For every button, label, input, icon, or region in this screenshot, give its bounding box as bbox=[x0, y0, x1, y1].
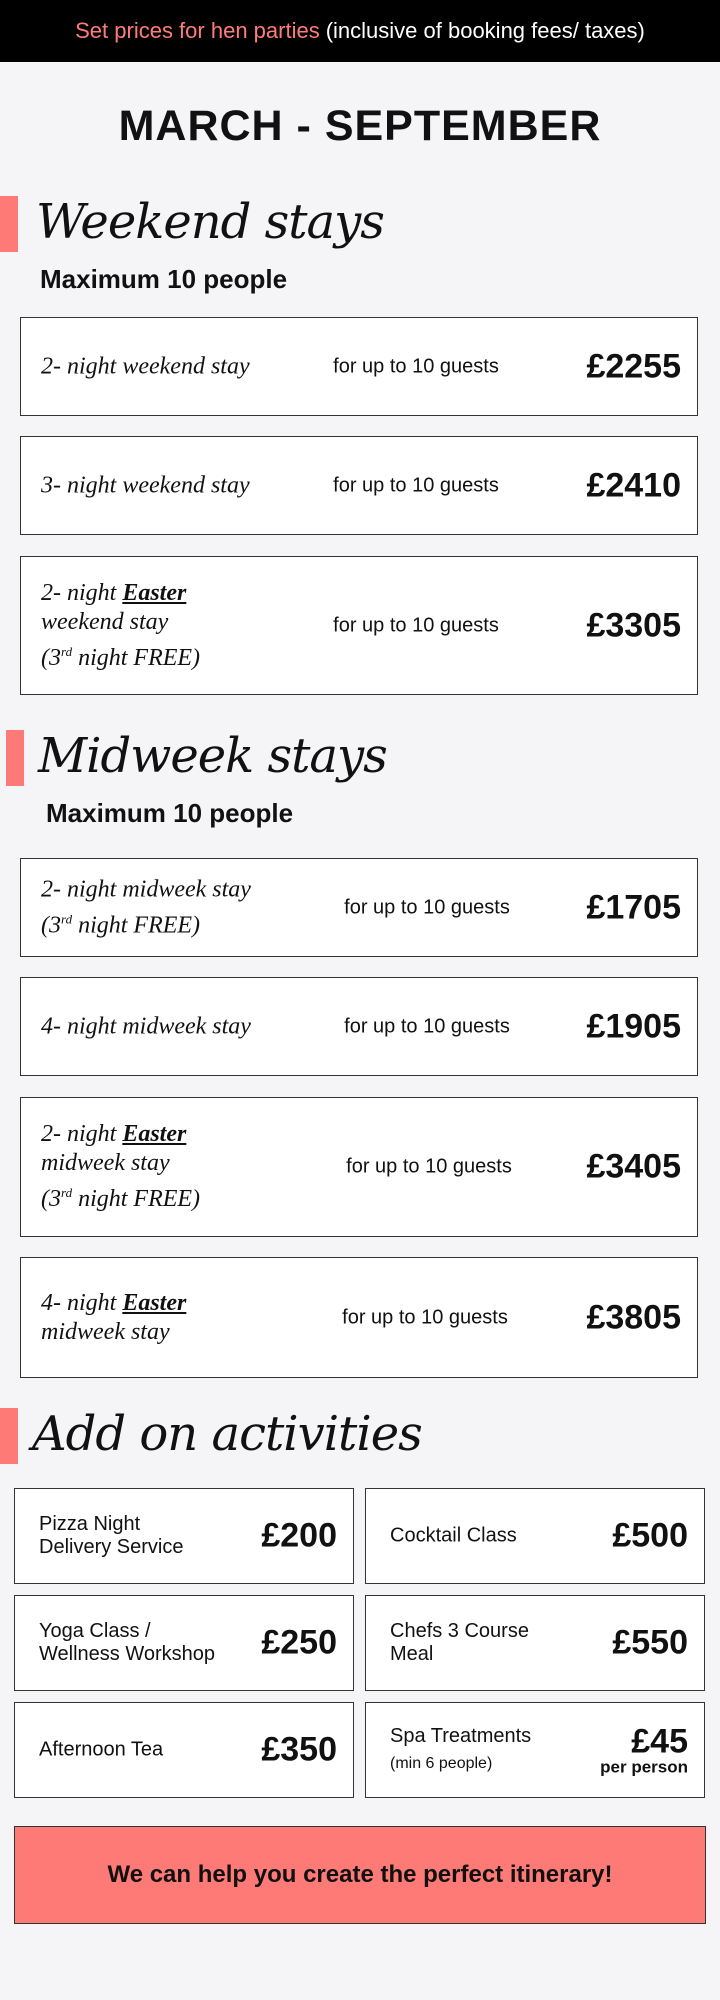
stay-price: £1905 bbox=[586, 1007, 681, 1045]
stay-name bbox=[41, 1120, 301, 1214]
stay-name-prefix: 4- night bbox=[41, 1289, 117, 1316]
per-person-label: per person bbox=[600, 1757, 688, 1777]
addon-name: Yoga Class / Wellness Workshop bbox=[39, 1620, 215, 1665]
stay-price: £1705 bbox=[586, 888, 681, 926]
stay-name-prefix: 2- night bbox=[41, 579, 117, 606]
stay-guests: for up to 10 guests bbox=[333, 614, 499, 636]
addon-price: £500 bbox=[612, 1516, 688, 1555]
addon-price: £550 bbox=[612, 1623, 688, 1662]
stay-guests: for up to 10 guests bbox=[333, 355, 499, 377]
midweek-stay-card[interactable] bbox=[20, 858, 698, 957]
header-accent-text: Set prices for hen parties bbox=[75, 18, 320, 43]
addon-card[interactable] bbox=[14, 1702, 354, 1798]
season-heading: MARCH - SEPTEMBER bbox=[118, 102, 602, 150]
itinerary-cta-button[interactable]: We can help you create the perfect itinerary! bbox=[14, 1826, 706, 1924]
addon-price: £350 bbox=[261, 1730, 337, 1769]
stay-name-line2: midweek stay bbox=[41, 1150, 170, 1176]
addon-card[interactable] bbox=[14, 1488, 354, 1584]
section-accent-bar bbox=[0, 196, 18, 252]
easter-label: Easter bbox=[122, 579, 187, 606]
midweek-stay-card[interactable] bbox=[20, 977, 698, 1076]
addon-name: Cocktail Class bbox=[390, 1524, 517, 1547]
addon-price: £45 per person bbox=[600, 1722, 688, 1777]
stay-price: £2410 bbox=[586, 466, 681, 504]
stay-price: £2255 bbox=[586, 347, 681, 385]
addon-price: £200 bbox=[261, 1516, 337, 1555]
midweek-title: Midweek stays bbox=[38, 728, 387, 784]
header-bar bbox=[0, 0, 720, 62]
easter-label: Easter bbox=[122, 1289, 187, 1316]
free-night-note: (3rd night FREE) bbox=[41, 1185, 201, 1212]
stay-price: £3805 bbox=[586, 1298, 681, 1336]
stay-name-line2: weekend stay bbox=[41, 608, 169, 635]
section-accent-bar bbox=[0, 1408, 18, 1464]
stay-name: 2- night midweek stay (3rd night FREE) bbox=[41, 876, 251, 938]
addon-name: Pizza Night Delivery Service bbox=[39, 1513, 184, 1558]
weekend-title: Weekend stays bbox=[36, 194, 384, 250]
weekend-stay-card[interactable] bbox=[20, 556, 698, 695]
addon-card[interactable] bbox=[365, 1488, 705, 1584]
stay-guests: for up to 10 guests bbox=[342, 1306, 508, 1328]
stay-price: £3405 bbox=[586, 1147, 681, 1186]
section-accent-bar bbox=[6, 730, 24, 786]
header-rest-text: (inclusive of booking fees/ taxes) bbox=[325, 18, 645, 43]
addon-name: Afternoon Tea bbox=[39, 1738, 164, 1761]
free-night-note: (3rd night FREE) bbox=[41, 911, 201, 938]
addon-price: £250 bbox=[261, 1623, 337, 1662]
stay-name bbox=[41, 1289, 301, 1347]
addon-name: Chefs 3 Course Meal bbox=[390, 1620, 529, 1665]
stay-guests: for up to 10 guests bbox=[333, 474, 499, 496]
midweek-subtitle: Maximum 10 people bbox=[46, 798, 294, 828]
midweek-stay-card[interactable] bbox=[20, 1097, 698, 1237]
stay-guests: for up to 10 guests bbox=[346, 1155, 512, 1178]
stay-name bbox=[41, 579, 301, 673]
stay-name-prefix: 2- night bbox=[41, 1121, 117, 1147]
easter-label: Easter bbox=[122, 1121, 187, 1147]
addons-title: Add on activities bbox=[32, 1406, 422, 1462]
addon-note: (min 6 people) bbox=[390, 1755, 493, 1772]
midweek-stay-card[interactable] bbox=[20, 1257, 698, 1378]
weekend-stay-card[interactable] bbox=[20, 436, 698, 535]
stay-name: 2- night weekend stay bbox=[41, 353, 250, 379]
addon-card[interactable] bbox=[365, 1595, 705, 1691]
weekend-subtitle: Maximum 10 people bbox=[40, 264, 288, 294]
stay-guests: for up to 10 guests bbox=[344, 1015, 510, 1037]
stay-name: 4- night midweek stay bbox=[41, 1013, 251, 1039]
weekend-stay-card[interactable] bbox=[20, 317, 698, 416]
stay-name: 3- night weekend stay bbox=[41, 472, 250, 498]
stay-guests: for up to 10 guests bbox=[344, 896, 510, 918]
addon-card[interactable] bbox=[14, 1595, 354, 1691]
addon-card[interactable] bbox=[365, 1702, 705, 1798]
stay-name-line2: midweek stay bbox=[41, 1318, 170, 1345]
free-night-note: (3rd night FREE) bbox=[41, 643, 201, 671]
stay-price: £3305 bbox=[586, 606, 681, 644]
addon-name: Spa Treatments (min 6 people) bbox=[390, 1725, 580, 1775]
